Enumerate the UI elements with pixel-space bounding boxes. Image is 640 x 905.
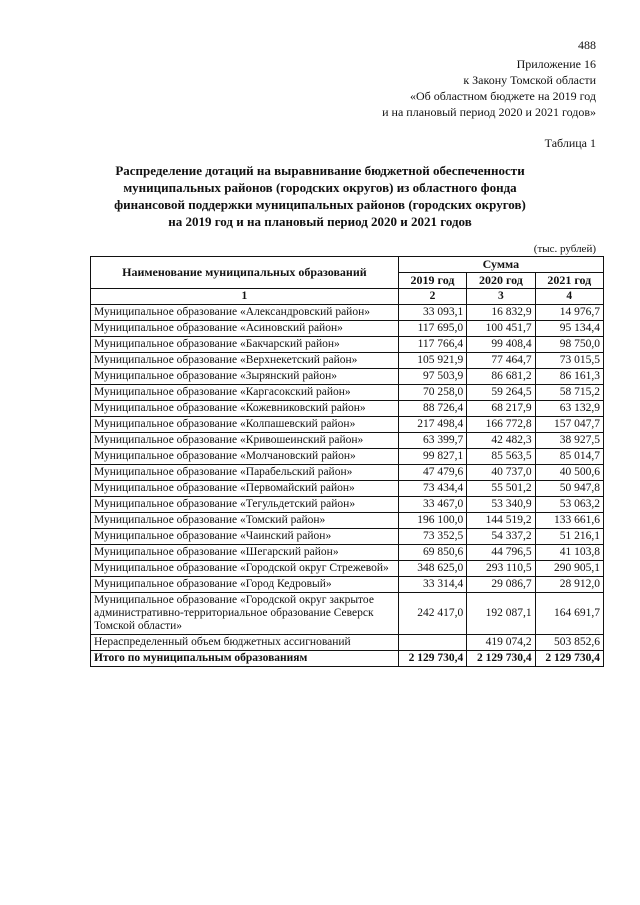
document-title [70, 162, 570, 230]
row-name-cell: Муниципальное образование «Бакчарский район» [91, 337, 399, 353]
value-2020-cell: 99 408,4 [467, 337, 535, 353]
index-cell: 2 [398, 289, 466, 305]
value-2021-cell: 38 927,5 [535, 433, 603, 449]
value-2020-cell: 419 074,2 [467, 635, 535, 651]
row-name-cell: Муниципальное образование «Зырянский район» [91, 369, 399, 385]
table-row [91, 401, 604, 417]
row-name-cell: Нераспределенный объем бюджетных ассигнований [91, 635, 399, 651]
total-2019: 2 129 730,4 [398, 651, 466, 667]
row-name-cell: Муниципальное образование «Колпашевский район» [91, 417, 399, 433]
value-2021-cell: 51 216,1 [535, 529, 603, 545]
value-2021-cell: 58 715,2 [535, 385, 603, 401]
value-2021-cell: 164 691,7 [535, 593, 603, 635]
title-line: на 2019 год и на плановый период 2020 и 2021 годов [168, 214, 472, 229]
value-2020-cell: 86 681,2 [467, 369, 535, 385]
row-name-cell: Муниципальное образование «Первомайский район» [91, 481, 399, 497]
value-2020-cell: 68 217,9 [467, 401, 535, 417]
value-2019-cell: 33 093,1 [398, 305, 466, 321]
value-2019-cell: 73 434,4 [398, 481, 466, 497]
title-line: муниципальных районов (городских округов) из областного фонда [123, 180, 517, 195]
value-2020-cell: 54 337,2 [467, 529, 535, 545]
row-name-cell: Муниципальное образование «Томский район» [91, 513, 399, 529]
value-2021-cell: 53 063,2 [535, 497, 603, 513]
table-row [91, 417, 604, 433]
value-2019-cell: 196 100,0 [398, 513, 466, 529]
table-row [91, 481, 604, 497]
value-2019-cell: 63 399,7 [398, 433, 466, 449]
value-2020-cell: 44 796,5 [467, 545, 535, 561]
row-name-cell: Муниципальное образование «Городской округ Стрежевой» [91, 561, 399, 577]
units-label: (тыс. рублей) [533, 243, 596, 255]
table-row [91, 561, 604, 577]
value-2019-cell: 33 314,4 [398, 577, 466, 593]
row-name-cell: Муниципальное образование «Асиновский район» [91, 321, 399, 337]
title-line: Распределение дотаций на выравнивание бюджетной обеспеченности [115, 163, 525, 178]
value-2020-cell: 55 501,2 [467, 481, 535, 497]
table-row [91, 337, 604, 353]
row-name-cell: Муниципальное образование «Городской округ закрытое административно-территориальное образование Северск Томской области» [91, 593, 399, 635]
table-row [91, 465, 604, 481]
value-2021-cell: 50 947,8 [535, 481, 603, 497]
table-row [91, 577, 604, 593]
value-2020-cell: 293 110,5 [467, 561, 535, 577]
index-cell: 3 [467, 289, 535, 305]
value-2019-cell: 88 726,4 [398, 401, 466, 417]
table-row [91, 353, 604, 369]
value-2019-cell [398, 635, 466, 651]
value-2021-cell: 73 015,5 [535, 353, 603, 369]
row-name-cell: Муниципальное образование «Тегульдетский район» [91, 497, 399, 513]
value-2019-cell: 70 258,0 [398, 385, 466, 401]
row-name-cell: Муниципальное образование «Чаинский район» [91, 529, 399, 545]
row-name-cell: Муниципальное образование «Каргасокский район» [91, 385, 399, 401]
value-2021-cell: 14 976,7 [535, 305, 603, 321]
value-2019-cell: 73 352,5 [398, 529, 466, 545]
value-2021-cell: 157 047,7 [535, 417, 603, 433]
value-2019-cell: 97 503,9 [398, 369, 466, 385]
value-2021-cell: 98 750,0 [535, 337, 603, 353]
table-row [91, 385, 604, 401]
table-row [91, 321, 604, 337]
value-2021-cell: 41 103,8 [535, 545, 603, 561]
value-2021-cell: 63 132,9 [535, 401, 603, 417]
appendix-line: Приложение 16 [516, 57, 596, 71]
value-2021-cell: 40 500,6 [535, 465, 603, 481]
value-2019-cell: 117 695,0 [398, 321, 466, 337]
value-2021-cell: 28 912,0 [535, 577, 603, 593]
table-row [91, 497, 604, 513]
value-2019-cell: 47 479,6 [398, 465, 466, 481]
value-2021-cell: 86 161,3 [535, 369, 603, 385]
value-2019-cell: 348 625,0 [398, 561, 466, 577]
title-line: финансовой поддержки муниципальных районов (городских округов) [114, 197, 526, 212]
value-2020-cell: 29 086,7 [467, 577, 535, 593]
total-row [91, 651, 604, 667]
header-name: Наименование муниципальных образований [91, 257, 399, 289]
value-2020-cell: 42 482,3 [467, 433, 535, 449]
value-2020-cell: 77 464,7 [467, 353, 535, 369]
appendix-line: «Об областном бюджете на 2019 год [410, 89, 596, 103]
value-2019-cell: 99 827,1 [398, 449, 466, 465]
value-2021-cell: 503 852,6 [535, 635, 603, 651]
table-row [91, 513, 604, 529]
row-name-cell: Муниципальное образование «Кожевниковский район» [91, 401, 399, 417]
value-2021-cell: 95 134,4 [535, 321, 603, 337]
row-name-cell: Муниципальное образование «Город Кедровый» [91, 577, 399, 593]
value-2019-cell: 105 921,9 [398, 353, 466, 369]
table-row [91, 449, 604, 465]
table-row [91, 529, 604, 545]
header-year: 2019 год [398, 273, 466, 289]
distribution-table [90, 256, 604, 667]
value-2020-cell: 59 264,5 [467, 385, 535, 401]
value-2020-cell: 100 451,7 [467, 321, 535, 337]
value-2019-cell: 217 498,4 [398, 417, 466, 433]
table-row [91, 635, 604, 651]
value-2020-cell: 16 832,9 [467, 305, 535, 321]
index-cell: 4 [535, 289, 603, 305]
row-name-cell: Муниципальное образование «Молчановский район» [91, 449, 399, 465]
header-sum: Сумма [398, 257, 603, 273]
row-name-cell: Муниципальное образование «Александровский район» [91, 305, 399, 321]
table-label: Таблица 1 [544, 136, 596, 150]
value-2021-cell: 290 905,1 [535, 561, 603, 577]
value-2019-cell: 69 850,6 [398, 545, 466, 561]
value-2019-cell: 117 766,4 [398, 337, 466, 353]
total-2020: 2 129 730,4 [467, 651, 535, 667]
appendix-header [382, 56, 596, 120]
value-2019-cell: 242 417,0 [398, 593, 466, 635]
value-2020-cell: 85 563,5 [467, 449, 535, 465]
row-name-cell: Муниципальное образование «Шегарский район» [91, 545, 399, 561]
appendix-line: к Закону Томской области [463, 73, 596, 87]
total-label: Итого по муниципальным образованиям [91, 651, 399, 667]
value-2021-cell: 133 661,6 [535, 513, 603, 529]
header-year: 2020 год [467, 273, 535, 289]
value-2020-cell: 40 737,0 [467, 465, 535, 481]
table-row [91, 545, 604, 561]
value-2021-cell: 85 014,7 [535, 449, 603, 465]
value-2020-cell: 144 519,2 [467, 513, 535, 529]
page-number: 488 [578, 38, 596, 52]
row-name-cell: Муниципальное образование «Парабельский район» [91, 465, 399, 481]
value-2020-cell: 192 087,1 [467, 593, 535, 635]
header-year: 2021 год [535, 273, 603, 289]
value-2020-cell: 53 340,9 [467, 497, 535, 513]
row-name-cell: Муниципальное образование «Кривошеинский район» [91, 433, 399, 449]
index-cell: 1 [91, 289, 399, 305]
appendix-line: и на плановый период 2020 и 2021 годов» [382, 105, 596, 119]
row-name-cell: Муниципальное образование «Верхнекетский район» [91, 353, 399, 369]
table-row [91, 369, 604, 385]
value-2019-cell: 33 467,0 [398, 497, 466, 513]
total-2021: 2 129 730,4 [535, 651, 603, 667]
value-2020-cell: 166 772,8 [467, 417, 535, 433]
table-row [91, 433, 604, 449]
table-row [91, 305, 604, 321]
table-row [91, 593, 604, 635]
